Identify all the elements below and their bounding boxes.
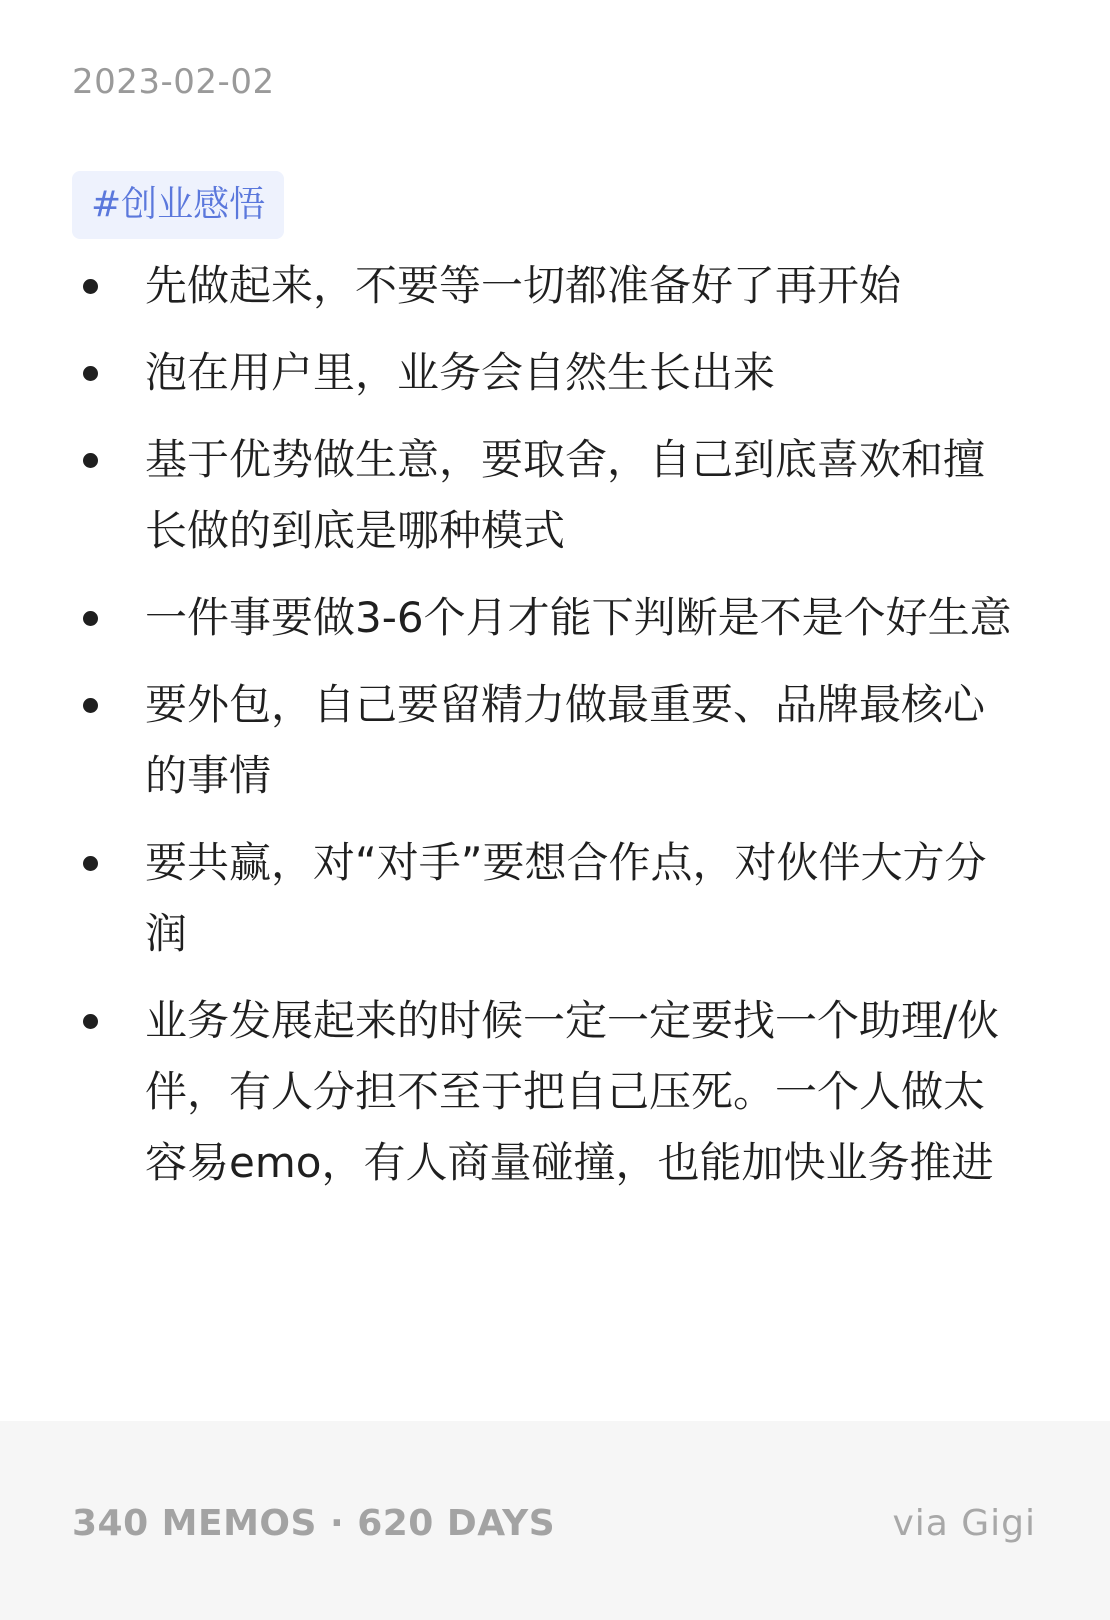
list-item bbox=[0, 424, 1110, 566]
bullet-dot bbox=[83, 453, 98, 468]
list-item-text: 要外包，自己要留精力做最重要、品牌最核心的事情 bbox=[145, 680, 986, 800]
memo-bullet-list bbox=[0, 250, 1110, 1214]
memo-stats: 340 MEMOS · 620 DAYS bbox=[72, 1503, 556, 1544]
via-credit: via Gigi bbox=[892, 1503, 1036, 1544]
list-item bbox=[0, 827, 1110, 969]
list-item-text: 要共赢，对“对手”要想合作点，对伙伴大方分润 bbox=[145, 838, 987, 958]
bullet-dot bbox=[83, 279, 98, 294]
bullet-dot bbox=[83, 856, 98, 871]
list-item bbox=[0, 250, 1110, 321]
list-item bbox=[0, 669, 1110, 811]
bullet-dot bbox=[83, 366, 98, 381]
bullet-dot bbox=[83, 698, 98, 713]
bullet-dot bbox=[83, 611, 98, 626]
list-item-text: 基于优势做生意，要取舍，自己到底喜欢和擅长做的到底是哪种模式 bbox=[145, 435, 986, 555]
memo-tag[interactable]: #创业感悟 bbox=[72, 171, 284, 239]
list-item bbox=[0, 337, 1110, 408]
bullet-dot bbox=[83, 1014, 98, 1029]
list-item bbox=[0, 582, 1110, 653]
list-item-text: 泡在用户里，业务会自然生长出来 bbox=[145, 348, 776, 397]
list-item-text: 一件事要做3-6个月才能下判断是不是个好生意 bbox=[145, 593, 1012, 642]
list-item-text: 先做起来，不要等一切都准备好了再开始 bbox=[145, 261, 902, 310]
memo-date: 2023-02-02 bbox=[72, 62, 275, 102]
list-item bbox=[0, 985, 1110, 1198]
list-item-text: 业务发展起来的时候一定一定要找一个助理/伙伴，有人分担不至于把自己压死。一个人做太容易emo，有人商量碰撞，也能加快业务推进 bbox=[145, 996, 1000, 1187]
